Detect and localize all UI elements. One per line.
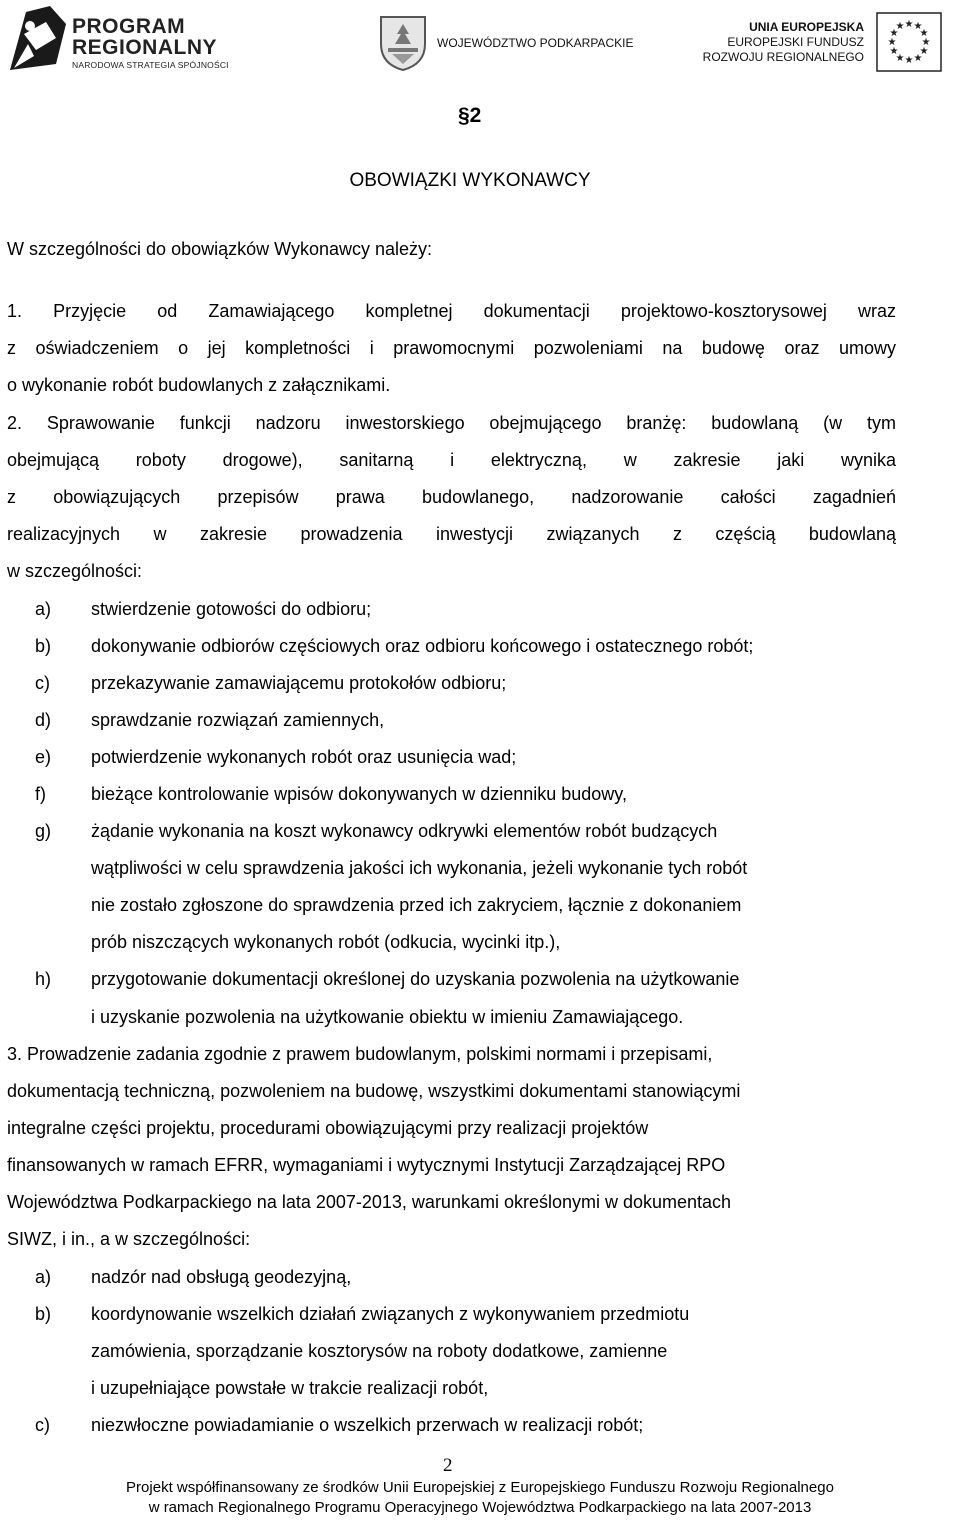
eu-label-line1: UNIA EUROPEJSKA <box>749 20 864 34</box>
program-logo-icon <box>6 4 68 74</box>
list-item-label: h) <box>35 969 52 989</box>
list-item-text: nadzór nad obsługą geodezyjną, <box>91 1267 352 1287</box>
point-3-line: Województwa Podkarpackiego na lata 2007-2013, warunkami określonymi w dokumentach <box>7 1192 732 1212</box>
page-footer <box>0 1478 960 1518</box>
list-item-label: d) <box>35 710 52 730</box>
list-item-text: i uzyskanie pozwolenia na użytkowanie obiektu w imieniu Zamawiającego. <box>91 1007 684 1027</box>
program-logo-line2: REGIONALNY <box>72 36 218 59</box>
point-3-line: SIWZ, i in., a w szczególności: <box>7 1229 251 1249</box>
program-regionalny-logo <box>6 4 236 74</box>
svg-text:★: ★ <box>904 19 914 30</box>
list-item-text: bieżące kontrolowanie wpisów dokonywanych w dzienniku budowy, <box>91 784 627 804</box>
point-3-line: 3. Prowadzenie zadania zgodnie z prawem budowlanym, polskimi normami i przepisami, <box>7 1044 713 1064</box>
eu-label-line2: EUROPEJSKI FUNDUSZ <box>727 35 864 49</box>
list-item-text: i uzupełniające powstałe w trakcie realizacji robót, <box>91 1378 489 1398</box>
list-item-text: nie zostało zgłoszone do sprawdzenia przed ich zakryciem, łącznie z dokonaniem <box>91 895 742 915</box>
list-item-label: a) <box>35 599 52 619</box>
voivodeship-name: WOJEWÓDZTWO PODKARPACKIE <box>437 36 634 50</box>
point-1-line: z oświadczeniem o jej kompletności i prawomocnymi pozwoleniami na budowę oraz umowy <box>7 338 896 358</box>
list-item-text: prób niszczących wykonanych robót (odkucia, wycinki itp.), <box>91 932 561 952</box>
svg-text:★: ★ <box>889 46 899 57</box>
footer-line2: w ramach Regionalnego Programu Operacyjnego Województwa Podkarpackiego na lata 2007-2013 <box>148 1499 812 1516</box>
list-item-label: c) <box>35 1415 50 1435</box>
svg-text:★: ★ <box>887 37 897 48</box>
svg-text:★: ★ <box>895 53 905 64</box>
section-title: OBOWIĄZKI WYKONAWCY <box>349 170 591 191</box>
list-item-text: przekazywanie zamawiającemu protokołów odbioru; <box>91 673 507 693</box>
eu-flag-icon <box>876 12 942 72</box>
svg-text:★: ★ <box>919 46 929 57</box>
list-item-label: f) <box>35 784 46 804</box>
list-item-label: g) <box>35 821 52 841</box>
list-item-text: sprawdzanie rozwiązań zamiennych, <box>91 710 385 730</box>
point-3-line: dokumentacją techniczną, pozwoleniem na budowę, wszystkimi dokumentami stanowiącymi <box>7 1081 741 1101</box>
list-item-label: b) <box>35 636 52 656</box>
list-item-text: żądanie wykonania na koszt wykonawcy odkrywki elementów robót budzących <box>91 821 718 841</box>
svg-text:★: ★ <box>921 37 931 48</box>
point-1-line: 1. Przyjęcie od Zamawiającego kompletnej dokumentacji projektowo-kosztorysowej wraz <box>7 301 896 321</box>
footer-line1: Projekt współfinansowany ze środków Unii Europejskiej z Europejskiego Funduszu Rozwoju Regionalnego <box>126 1479 834 1496</box>
list-item-text: przygotowanie dokumentacji określonej do uzyskania pozwolenia na użytkowanie <box>91 969 740 989</box>
point-2-line: z obowiązujących przepisów prawa budowlanego, nadzorowanie całości zagadnień <box>7 487 896 507</box>
point-3-line: finansowanych w ramach EFRR, wymaganiami i wytycznymi Instytucji Zarządzającej RPO <box>7 1155 726 1175</box>
list-item-text: wątpliwości w celu sprawdzenia jakości ich wykonania, jeżeli wykonanie tych robót <box>91 858 748 878</box>
program-logo-line1: PROGRAM <box>72 15 186 38</box>
section-number: §2 <box>458 104 482 127</box>
list-item-text: stwierdzenie gotowości do odbioru; <box>91 599 372 619</box>
list-item-text: niezwłoczne powiadamianie o wszelkich przerwach w realizacji robót; <box>91 1415 644 1435</box>
eu-label-line3: ROZWOJU REGIONALNEGO <box>702 50 864 64</box>
svg-text:★: ★ <box>904 55 914 66</box>
list-item-text: koordynowanie wszelkich działań związanych z wykonywaniem przedmiotu <box>91 1304 690 1324</box>
point-2-line: w szczególności: <box>7 561 143 581</box>
point-3-line: integralne części projektu, procedurami obowiązującymi przy realizacji projektów <box>7 1118 649 1138</box>
list-item-label: c) <box>35 673 50 693</box>
svg-text:★: ★ <box>919 28 929 39</box>
page-header <box>0 0 960 82</box>
program-logo-line3: NARODOWA STRATEGIA SPÓJNOŚCI <box>72 60 229 70</box>
point-1-line: o wykonanie robót budowlanych z załącznikami. <box>7 375 391 395</box>
eu-fund-label <box>703 20 864 65</box>
svg-text:★: ★ <box>889 28 899 39</box>
list-item-label: e) <box>35 747 52 767</box>
point-2-line: realizacyjnych w zakresie prowadzenia inwestycji związanych z częścią budowlaną <box>7 524 896 544</box>
list-item-text: dokonywanie odbiorów częściowych oraz odbioru końcowego i ostatecznego robót; <box>91 636 754 656</box>
list-item-text: zamówienia, sporządzanie kosztorysów na roboty dodatkowe, zamienne <box>91 1341 668 1361</box>
coat-of-arms-icon <box>378 14 428 72</box>
list-item-label: a) <box>35 1267 52 1287</box>
point-2-line: obejmującą roboty drogowe), sanitarną i elektryczną, w zakresie jaki wynika <box>7 450 896 470</box>
list-item-label: b) <box>35 1304 52 1324</box>
svg-text:★: ★ <box>913 53 923 64</box>
point-2-line: 2. Sprawowanie funkcji nadzoru inwestorskiego obejmującego branżę: budowlaną (w tym <box>7 413 896 433</box>
intro-paragraph: W szczególności do obowiązków Wykonawcy należy: <box>7 239 433 259</box>
page-number: 2 <box>443 1455 453 1476</box>
svg-text:★: ★ <box>913 21 923 32</box>
svg-text:★: ★ <box>895 21 905 32</box>
list-item-text: potwierdzenie wykonanych robót oraz usunięcia wad; <box>91 747 517 767</box>
